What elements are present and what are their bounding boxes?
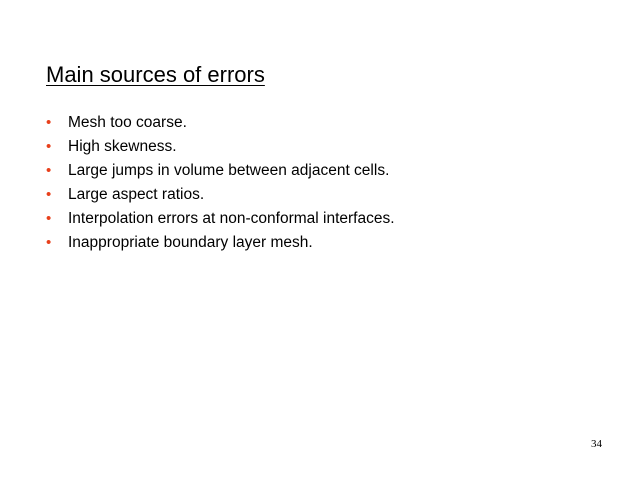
bullet-text: Large jumps in volume between adjacent cells. xyxy=(68,162,390,179)
page-number: 34 xyxy=(591,438,602,450)
slide-title: Main sources of errors xyxy=(46,62,265,87)
bullet-text: Mesh too coarse. xyxy=(68,114,187,131)
list-item xyxy=(46,159,395,183)
bullet-text: Inappropriate boundary layer mesh. xyxy=(68,234,313,251)
bullet-text: Interpolation errors at non-conformal interfaces. xyxy=(68,210,395,227)
list-item xyxy=(46,111,395,135)
list-item xyxy=(46,207,395,231)
bullet-icon: • xyxy=(46,162,52,179)
list-item xyxy=(46,135,395,159)
list-item xyxy=(46,183,395,207)
bullet-text: Large aspect ratios. xyxy=(68,186,205,203)
bullet-icon: • xyxy=(46,186,52,203)
bullet-icon: • xyxy=(46,114,52,131)
bullet-text: High skewness. xyxy=(68,138,177,155)
bullet-icon: • xyxy=(46,138,52,155)
bullet-icon: • xyxy=(46,210,52,227)
bullet-list xyxy=(46,111,395,255)
bullet-icon: • xyxy=(46,234,52,251)
list-item xyxy=(46,231,395,255)
